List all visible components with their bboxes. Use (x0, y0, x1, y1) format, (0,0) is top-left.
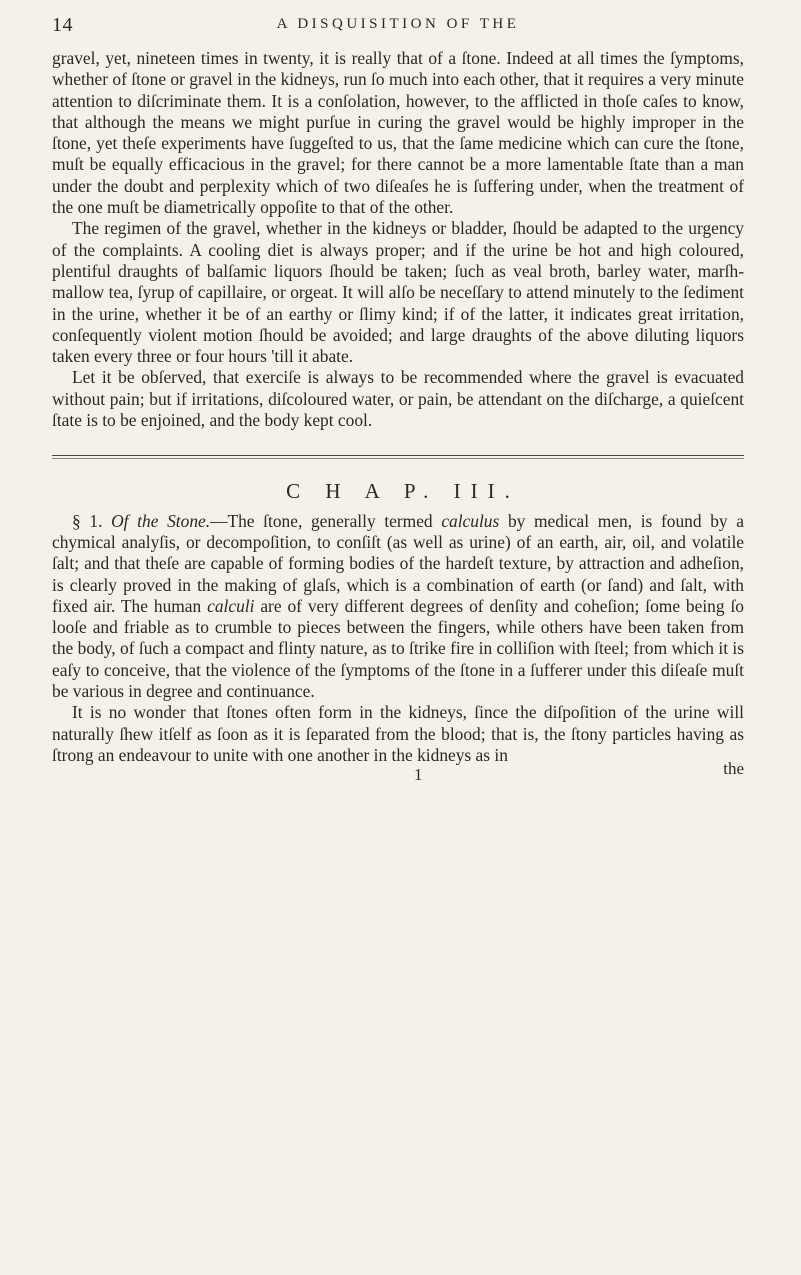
section-title: Of the Stone. (111, 510, 211, 531)
catchword: the (723, 759, 744, 779)
section-mark: § 1. (72, 510, 103, 531)
paragraph-exercise: Let it be obſerved, that exerciſe is always to be recommended where the gravel is evacuated without pain; but if irritations, diſcoloured water, or pain, be attendant on the diſcharge, a quieſcent ſtate is to be enjoined, and the body kept cool. (52, 367, 744, 431)
section-paragraph (52, 511, 744, 703)
section-text-part-1: —The ſtone, generally termed (210, 510, 442, 531)
term-calculi: calculi (207, 595, 255, 616)
chapter-heading: C H A P. III. (286, 479, 520, 504)
page-footer (52, 759, 744, 786)
section-text-part-2: by medical men, is found by a chymical analyſis, or decompoſition, to conſiſt (as well as urine) of an earth, air, oil, and volatile ſalt; and that theſe are capable of forming bodies of the hardeſt texture, by attraction and adheſion, is clearly proved in the making of glaſs, which is a combination of earth (or ſand) and ſalt, with fixed air. The human (52, 510, 744, 616)
chapter-divider-rule (52, 455, 744, 459)
signature-mark: 1 (414, 765, 423, 785)
book-page (52, 14, 744, 786)
paragraph-continued: gravel, yet, nineteen times in twenty, it is really that of a ſtone. Indeed at all times the ſymptoms, whether of ſtone or gravel in the kidneys, run ſo much into each other, that it requires a very minute attention to diſcriminate them. It is a conſolation, however, to the afflicted in thoſe caſes to know, that although the means we might purſue in curing the gravel would be highly improper in the ſtone, yet theſe experiments have ſuggeſted to us, that the ſame medicine which can cure the ſtone, muſt be equally efficacious in the gravel; for there cannot be a more lamentable ſtate than a man under the doubt and perplexity which of two diſeaſes he is ſuffering under, when the treatment of the one muſt be diametrically oppoſite to that of the other. (52, 48, 744, 218)
page-number: 14 (52, 14, 73, 36)
running-title: A DISQUISITION OF THE (276, 16, 520, 32)
term-calculus: calculus (441, 510, 500, 531)
page-body (52, 48, 744, 786)
paragraph-kidney-stones: It is no wonder that ſtones often form in the kidneys, ſince the diſpoſition of the urine will naturally ſhew itſelf as ſoon as it is ſeparated from the blood; that is, the ſtony particles having as ſtrong an endeavour to unite with one another in the kidneys as in (52, 702, 744, 765)
running-head (52, 14, 744, 40)
section-text-part-3: are of very different degrees of denſity and coheſion; ſome being ſo looſe and friable as to crumble to pieces between the fingers, while others have been taken from the body, of ſuch a compact and flinty nature, as to ſtrike fire in colliſion with ſteel; from which it is eaſy to conceive, that the violence of the ſymptoms of the ſtone in a ſufferer under this diſeaſe muſt be various in degree and continuance. (52, 595, 744, 702)
paragraph-regimen: The regimen of the gravel, whether in the kidneys or bladder, ſhould be adapted to the urgency of the complaints. A cooling diet is always proper; and if the urine be hot and high coloured, plentiful draughts of balſamic liquors ſhould be taken; ſuch as veal broth, barley water, marſh-mallow tea, ſyrup of capillaire, or orgeat. It will alſo be neceſſary to attend minutely to the ſediment in the urine, whether it be of an earthy or ſlimy kind; if of the latter, it indicates great irritation, conſequently violent motion ſhould be avoided; and large draughts of the above diluting liquors taken every three or four hours 'till it abate. (52, 218, 744, 367)
